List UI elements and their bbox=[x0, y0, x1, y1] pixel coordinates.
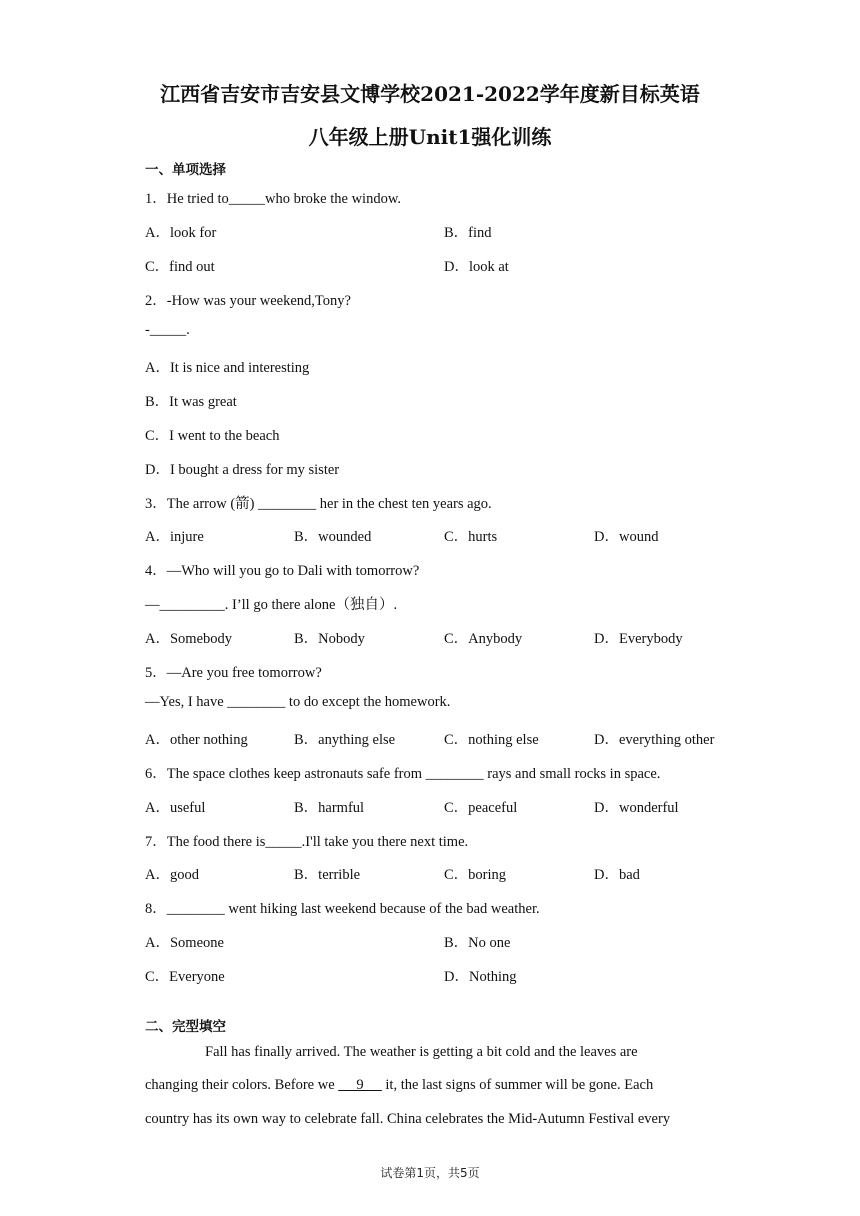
passage-line-2 bbox=[145, 1077, 653, 1094]
section-heading-single-choice: 一、单项选择 bbox=[145, 162, 226, 178]
question-5-option-d: D．everything other bbox=[594, 732, 715, 748]
question-3-option-b: B．wounded bbox=[294, 529, 372, 545]
question-4-option-d: D．Everybody bbox=[594, 631, 683, 647]
question-1-option-a: A．look for bbox=[145, 225, 217, 241]
question-2-response: -_____. bbox=[145, 322, 190, 338]
passage-line-2-start: changing their colors. Before we bbox=[145, 1077, 339, 1093]
question-6-option-b: B．harmful bbox=[294, 800, 365, 816]
question-4-option-a: A．Somebody bbox=[145, 631, 232, 647]
page-footer: 试卷第1页，共5页 bbox=[380, 1166, 480, 1180]
question-5-stem: 5．—Are you free tomorrow? bbox=[145, 665, 322, 681]
question-4-stem: 4．—Who will you go to Dali with tomorrow? bbox=[145, 563, 420, 579]
question-6-option-d: D．wonderful bbox=[594, 800, 679, 816]
cloze-blank-9: 9 bbox=[338, 1077, 382, 1093]
question-8-option-c: C．Everyone bbox=[145, 969, 225, 985]
document-title-line-2: 八年级上册Unit1强化训练 bbox=[308, 125, 552, 149]
question-6-option-a: A．useful bbox=[145, 800, 206, 816]
question-7-stem: 7．The food there is_____.I'll take you there next time. bbox=[145, 834, 469, 850]
question-1-option-d: D．look at bbox=[444, 259, 509, 275]
question-6-stem: 6．The space clothes keep astronauts safe from ________ rays and small rocks in space. bbox=[145, 766, 661, 782]
question-1-option-c: C．find out bbox=[145, 259, 215, 275]
document-title-line-1: 江西省吉安市吉安县文博学校2021-2022学年度新目标英语 bbox=[160, 82, 700, 106]
question-2-option-a: A．It is nice and interesting bbox=[145, 360, 310, 376]
question-8-option-a: A．Someone bbox=[145, 935, 224, 951]
question-3-option-d: D．wound bbox=[594, 529, 659, 545]
question-2-option-c: C．I went to the beach bbox=[145, 428, 280, 444]
question-4-response: —_________. I’ll go there alone（独自）. bbox=[145, 597, 398, 613]
question-5-option-c: C．nothing else bbox=[444, 732, 539, 748]
question-1-option-b: B．find bbox=[444, 225, 492, 241]
question-7-option-d: D．bad bbox=[594, 867, 640, 883]
question-8-option-b: B．No one bbox=[444, 935, 511, 951]
passage-line-1: Fall has finally arrived. The weather is getting a bit cold and the leaves are bbox=[205, 1044, 638, 1060]
question-3-stem: 3．The arrow (箭) ________ her in the chest ten years ago. bbox=[145, 496, 492, 512]
question-4-option-c: C．Anybody bbox=[444, 631, 523, 647]
question-7-option-c: C．boring bbox=[444, 867, 507, 883]
question-6-option-c: C．peaceful bbox=[444, 800, 518, 816]
question-5-option-b: B．anything else bbox=[294, 732, 396, 748]
section-heading-cloze: 二、完型填空 bbox=[145, 1019, 226, 1035]
passage-line-3: country has its own way to celebrate fall. China celebrates the Mid-Autumn Festival every bbox=[145, 1111, 671, 1127]
question-2-option-b: B．It was great bbox=[145, 394, 237, 410]
question-8-option-d: D．Nothing bbox=[444, 969, 517, 985]
question-8-stem: 8．________ went hiking last weekend because of the bad weather. bbox=[145, 901, 540, 917]
question-3-option-c: C．hurts bbox=[444, 529, 498, 545]
question-1-stem: 1．He tried to_____who broke the window. bbox=[145, 191, 401, 207]
question-7-option-b: B．terrible bbox=[294, 867, 361, 883]
question-5-option-a: A．other nothing bbox=[145, 732, 248, 748]
question-5-response: —Yes, I have ________ to do except the homework. bbox=[145, 694, 451, 710]
question-2-option-d: D．I bought a dress for my sister bbox=[145, 462, 340, 478]
passage-line-2-end: it, the last signs of summer will be gone. Each bbox=[381, 1077, 654, 1093]
question-7-option-a: A．good bbox=[145, 867, 199, 883]
question-3-option-a: A．injure bbox=[145, 529, 204, 545]
question-4-option-b: B．Nobody bbox=[294, 631, 365, 647]
question-2-stem: 2．-How was your weekend,Tony? bbox=[145, 293, 351, 309]
